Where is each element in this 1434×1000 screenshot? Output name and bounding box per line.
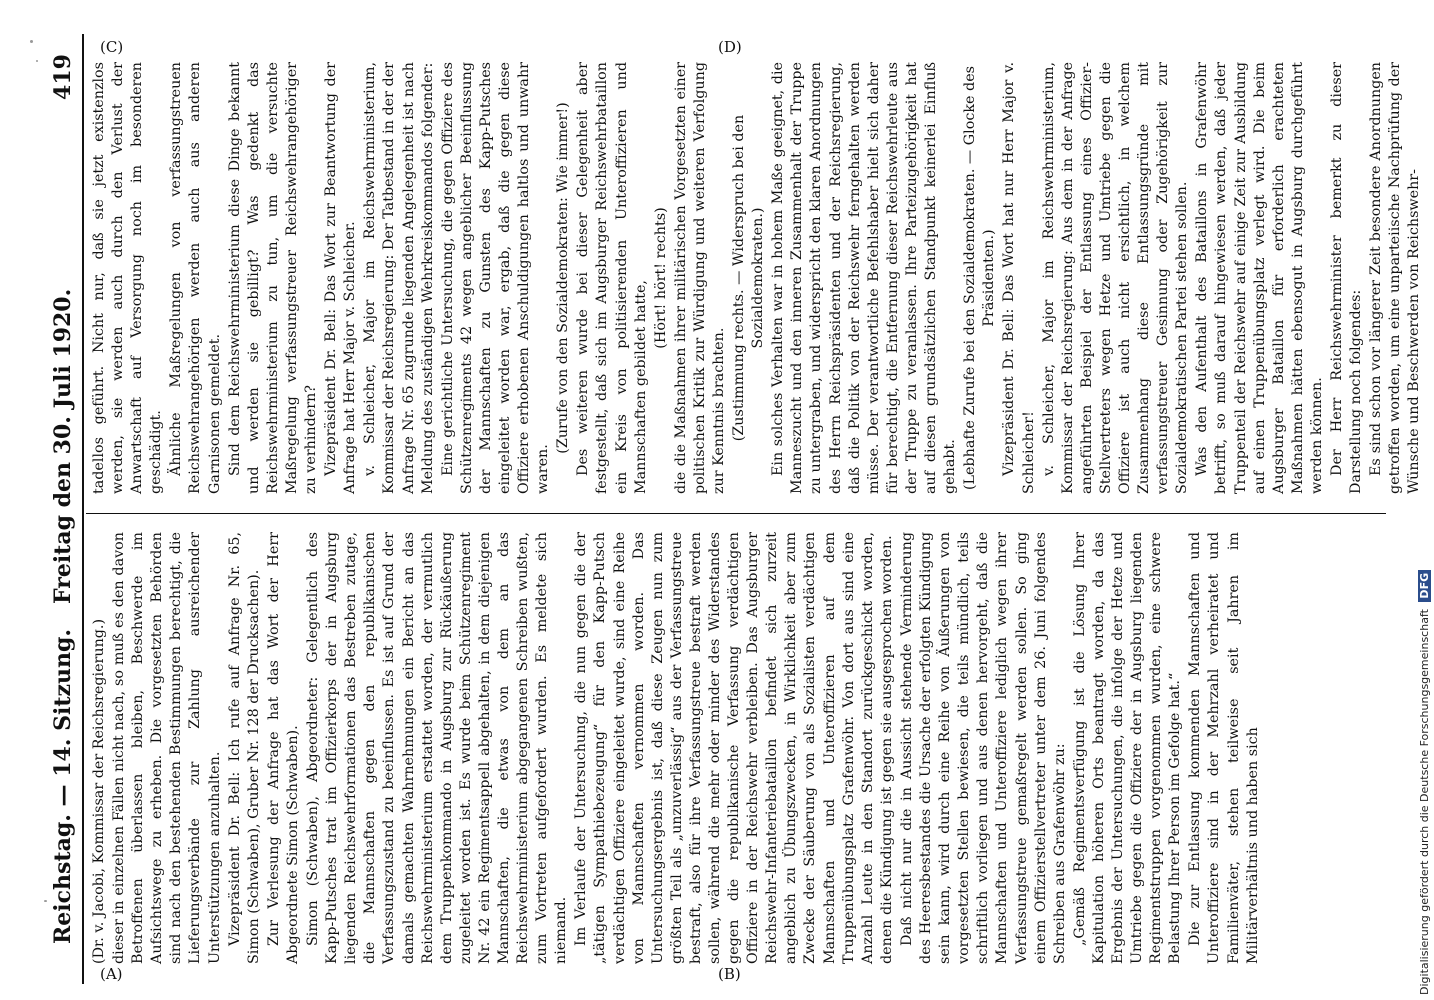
page-number: 419 (50, 54, 76, 100)
paragraph: Die zur Entlassung kommenden Mannschaften und Unteroffiziere sind in der Mehrzahl verheiratet und Familienväter, stehen teilweise seit Jahren im Militärverhältnis und haben sich (1187, 532, 1261, 964)
paragraph: Ähnliche Maßregelungen von verfassungstreuen Reichswehrangehörigen werden auch aus anderen Garnisonen gemeldet. (168, 62, 223, 494)
speaker-note: (Dr. v. Jacobi, Kommissar der Reichsregierung.) (91, 618, 107, 964)
header-left: Reichstag. — 14. Sitzung. (50, 628, 76, 944)
margin-mark-d: (D) (718, 38, 742, 56)
interjection: (Zustimmung rechts. — Widerspruch bei den Sozialdemokraten.) (731, 114, 767, 442)
dfg-logo: DFG (1418, 570, 1431, 602)
margin-mark-c: (C) (100, 38, 124, 56)
paragraph: Daß nicht nur die in Aussicht stehende Verminderung des Heeresbestandes die Ursache der erfolgten Kündigung sein kann, wird durch eine Reihe von Äußerungen von vorgesetzten Stellen bewiesen, die teils mündlich, teils schriftlich vorliegen und aus denen hervorgeht, daß die Mannschaften und Unteroffiziere lediglich wegen ihrer Verfassungstreue gemaßregelt werden sollen. So ging einem Offizierstellvertreter unter dem 26. Juni folgendes Schreiben aus Grafenwöhr zu: (898, 532, 1068, 964)
paragraph: v. Schleicher, Major im Reichswehrministerium, Kommissar der Reichsregierung: Aus dem in der Anfrage angeführten Beispiel der Entlassung eines Offizier-Stellvertreters wegen Hetze und Umtriebe gegen die Offiziere ist auch nicht ersichtlich, in welchem Zusammenhang diese Entlassungsgründe mit verfassungstreuer Gesinnung oder Zugehörigkeit zur Sozialdemokratischen Partei stehen sollen. (1040, 62, 1191, 494)
credit-text: Digitalisierung gefördert durch die Deutsche Forschungsgemeinschaft (1418, 609, 1431, 995)
header-date: Freitag den 30. Juli 1920. (50, 288, 76, 604)
paragraph: Simon (Schwaben), Abgeordneter: Gelegentlich des Kapp-Putsches trat im Offizierkorps der in Augsburg liegenden Reichswehrformationen das Bestreben zutage, die Mannschaften gegen den republikanischen Verfassungszustand zu beeinflussen. Es ist auf Grund der damals gemachten Wahrnehmungen ein Bericht an das Reichswehrministerium erstattet worden, der vermutlich dem Truppenkommando in Augsburg zur Rückäußerung zugeleitet worden ist. Es wurde beim Schützenregiment Nr. 42 ein Regimentsappell abgehalten, in dem diejenigen Mannschaften, die etwas von dem an das Reichswehrministerium abgegangenen Schreiben wußten, zum Vortreten aufgefordert wurden. Es meldete sich niemand. (305, 532, 570, 964)
column-divider (86, 513, 1386, 514)
paragraph: Der Herr Reichswehrminister bemerkt zu dieser Darstellung noch folgendes: (1329, 62, 1365, 494)
paragraph: Im Verlaufe der Untersuchung, die nun gegen die der „tätigen Sympathiebezeugung“ für den Kapp-Putsch verdächtigen Offiziere eingeleitet wurde, sind eine Reihe von Mannschaften vernommen worden. Das Untersuchungsergebnis ist, daß diese Zeugen nun zum größten Teil als „unzuverlässig“ aus der Verfassungstreue bestraft, also für ihre Verfassungstreue bestraft werden sollen, während die mehr oder minder des Widerstandes gegen die republikanische Verfassung verdächtigen Offiziere in der Reichswehr verbleiben. Das Augsburger Reichswehr-Infanteriebataillon befindet sich zurzeit angeblich zu Übungszwecken, in Wirklichkeit aber zum Zwecke der Säuberung von als Sozialisten verdächtigen Mannschaften und Unteroffizieren auf dem Truppenübungsplatz Grafenwöhr. Von dort aus sind eine Anzahl Leute in den Standort zurückgeschickt worden, denen die Kündigung ist gegen sie ausgesprochen worden. (573, 532, 895, 964)
paragraph: „Gemäß Regimentsverfügung ist die Lösung Ihrer Kapitulation höheren Orts beantragt worden, da das Ergebnis der Untersuchungen, die infolge der Hetze und Umtriebe gegen die Offiziere der in Augsburg liegenden Regimentstruppen vorgenommen wurden, eine schwere Belastung Ihrer Person im Gefolge hat.“ (1071, 532, 1184, 964)
scan-speckle (30, 40, 33, 43)
digitization-credit (1418, 0, 1431, 995)
paragraph: Zur Verlesung der Anfrage hat das Wort der Herr Abgeordnete Simon (Schwaben). (265, 532, 301, 964)
scan-speckle (44, 900, 47, 902)
interjection: (Zurufe von den Sozialdemokraten: Wie immer!) (555, 102, 572, 454)
interjection: (Lebhafte Zurufe bei den Sozialdemokraten. — Glocke des Präsidenten.) (962, 66, 998, 491)
paragraph: Was den Aufenthalt des Bataillons in Grafenwöhr betrifft, so muß darauf hingewiesen werden, daß jeder Truppenteil der Reichswehr auf einige Zeit zur Ausbildung auf einen Truppenübungsplatz verlegt wird. Die beim Augsburger Bataillon für erforderlich erachteten Maßnahmen hätten ebensogut in Augsburg durchgeführt werden können. (1194, 62, 1325, 494)
margin-mark-b: (B) (718, 965, 741, 983)
left-column (90, 532, 1380, 964)
paragraph: Es sind schon vor längerer Zeit besondere Anordnungen getroffen worden, um eine unparteiische Nachprüfung der Wünsche und Beschwerden von Reichswehr- (1368, 62, 1423, 494)
scan-speckle (36, 60, 38, 62)
rotated-content (16, 34, 1423, 984)
paragraph: Sind dem Reichswehrministerium diese Dinge bekannt und werden sie gebilligt? Was gedenkt das Reichswehrministerium zu tun, um die versuchte Maßregelung verfassungstreuer Reichswehrangehöriger zu verhindern? (226, 62, 320, 494)
interjection: (Hört! hört! rechts) (652, 207, 669, 349)
paragraph: Vizepräsident Dr. Bell: Das Wort hat nur Herr Major v. Schleicher! (1001, 62, 1037, 494)
paragraph: Ein solches Verhalten war in hohem Maße geeignet, die Manneszucht und den inneren Zusammenhalt der Truppe zu untergraben, und widerspricht den klaren Anordnungen des Herrn Reichspräsidenten und der Reichsregierung, daß die Politik von der Reichswehr ferngehalten werden müsse. Der verantwortliche Befehlshaber hielt sich daher für berechtigt, die Entfernung dieser Reichswehrleute aus der Truppe zu veranlassen. Ihre Parteizugehörigkeit hat auf diesen grundsätzlichen Standpunkt keinerlei Einfluß gehabt. (770, 62, 959, 494)
paragraph: die die Maßnahmen ihrer militärischen Vorgesetzten einer politischen Kritik zur Würdigung und weiteren Verfolgung zur Kenntnis brachten. (672, 62, 727, 494)
paragraph: dieser in einzelnen Fällen nicht nach, so muß es den davon Betroffenen überlassen bleiben, Beschwerde im Aufsichtswege zu erheben. Die vorgesetzten Behörden sind nach den bestehenden Bestimmungen berechtigt, die Lieferungsverbände zur Zahlung ausreichender Unterstützungen anzuhalten. (111, 532, 223, 964)
paragraph: Vizepräsident Dr. Bell: Ich rufe auf Anfrage Nr. 65, Simon (Schwaben), Gruber Nr. 128 der Drucksachen). (226, 532, 262, 964)
paragraph: Vizepräsident Dr. Bell: Das Wort zur Beantwortung der Anfrage hat Herr Major v. Schleicher. (323, 62, 359, 494)
paragraph: Des weiteren wurde bei dieser Gelegenheit aber festgestellt, daß sich im Augsburger Reichswehrbataillon ein Kreis von politisierenden Unteroffizieren und Mannschaften gebildet hatte, (575, 62, 649, 494)
right-column (90, 62, 1423, 494)
page-header (48, 34, 84, 984)
paragraph: v. Schleicher, Major im Reichswehrministerium, Kommissar der Reichsregierung: Der Tatbestand in der der Anfrage Nr. 65 zugrunde liegenden Angelegenheit ist nach Meldung des zuständigen Wehrkreiskommandos folgender: (362, 62, 436, 494)
paragraph: Eine gerichtliche Untersuchung, die gegen Offiziere des Schützenregiments 42 wegen angeblicher Beeinflussung der Mannschaften zu Gunsten des Kapp-Putsches eingeleitet worden war, ergab, daß die gegen diese Offiziere erhobenen Anschuldigungen haltlos und unwahr waren. (439, 62, 552, 494)
paragraph: tadellos geführt. Nicht nur, daß sie jetzt existenzlos werden, sie werden auch durch den Verlust der Anwartschaft auf Versorgung noch im besonderen geschädigt. (91, 62, 165, 494)
margin-mark-a: (A) (100, 965, 123, 983)
